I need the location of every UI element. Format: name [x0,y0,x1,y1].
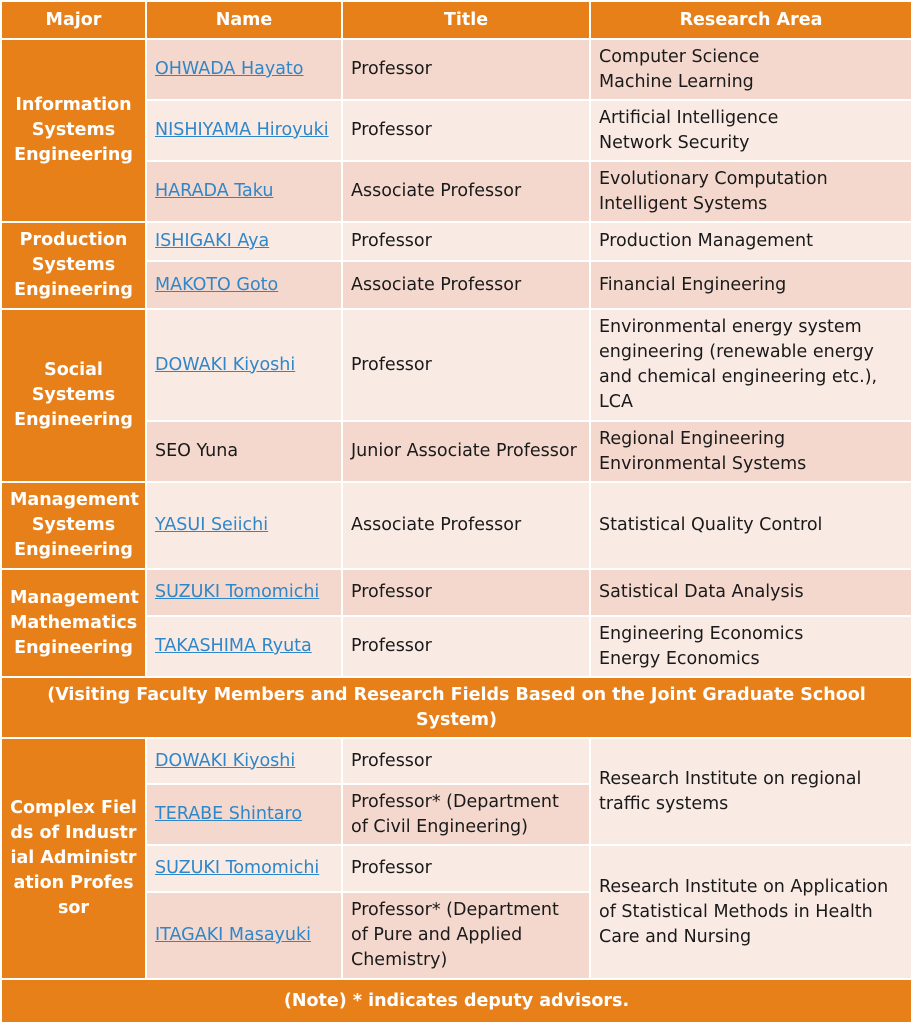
major-cell: Production Systems Engineering [1,222,146,309]
faculty-name-link[interactable]: ITAGAKI Masayuki [155,925,311,945]
visiting-heading-row [1,677,912,738]
research-cell: Environmental energy system engineering (renewable energy and chemical engineering etc.), LCA [590,309,912,421]
title-cell: Professor [342,222,590,261]
faculty-name-link[interactable]: ISHIGAKI Aya [155,231,270,251]
faculty-name-link[interactable]: NISHIYAMA Hiroyuki [155,120,329,140]
name-cell [146,569,342,616]
research-cell: Computer Science Machine Learning [590,39,912,100]
table-row [1,39,912,100]
title-cell: Professor [342,309,590,421]
table-row [1,738,912,784]
name-cell: SEO Yuna [146,421,342,482]
title-cell: Associate Professor [342,261,590,309]
title-cell: Professor [342,616,590,677]
name-cell [146,309,342,421]
faculty-name-link[interactable]: MAKOTO Goto [155,274,279,295]
research-cell: Statistical Quality Control [590,482,912,569]
faculty-name-link[interactable]: TAKASHIMA Ryuta [155,636,312,656]
name-cell [146,222,342,261]
research-cell: Satistical Data Analysis [590,569,912,616]
table-row [1,222,912,261]
faculty-name-link[interactable]: SUZUKI Tomomichi [155,858,320,878]
note: (Note) * indicates deputy advisors. [1,979,912,1023]
research-cell: Artificial Intelligence Network Security [590,100,912,161]
title-cell: Associate Professor [342,161,590,222]
title-cell: Professor* (Department of Pure and Applied Chemistry) [342,892,590,979]
title-cell: Associate Professor [342,482,590,569]
header-row [1,1,912,39]
name-cell [146,39,342,100]
research-cell: Evolutionary Computation Intelligent Systems [590,161,912,222]
faculty-name-link[interactable]: OHWADA Hayato [155,59,304,79]
header-title: Title [342,1,590,39]
note-row [1,979,912,1023]
visiting-heading: (Visiting Faculty Members and Research Fields Based on the Joint Graduate School System) [1,677,912,738]
title-cell: Professor [342,100,590,161]
name-cell [146,100,342,161]
title-cell: Professor [342,845,590,892]
header-research-area: Research Area [590,1,912,39]
name-cell [146,845,342,892]
name-cell [146,892,342,979]
name-cell [146,261,342,309]
table-row [1,309,912,421]
name-cell [146,482,342,569]
name-cell [146,161,342,222]
title-cell: Professor* (Department of Civil Engineering) [342,784,590,845]
faculty-name-link[interactable]: TERABE Shintaro [155,804,303,824]
table-row [1,569,912,616]
header-name: Name [146,1,342,39]
table-row [1,482,912,569]
title-cell: Professor [342,738,590,784]
faculty-name-link[interactable]: SUZUKI Tomomichi [155,582,320,602]
research-cell: Financial Engineering [590,261,912,309]
name-cell [146,738,342,784]
name-cell [146,784,342,845]
research-cell: Production Management [590,222,912,261]
research-cell: Engineering Economics Energy Economics [590,616,912,677]
research-cell: Research Institute on regional traffic systems [590,738,912,845]
major-cell: Management Mathematics Engineering [1,569,146,677]
faculty-name-link[interactable]: DOWAKI Kiyoshi [155,354,296,375]
title-cell: Professor [342,39,590,100]
major-cell: Social Systems Engineering [1,309,146,482]
header-major: Major [1,1,146,39]
faculty-name-link[interactable]: DOWAKI Kiyoshi [155,750,296,771]
title-cell: Professor [342,569,590,616]
title-cell: Junior Associate Professor [342,421,590,482]
research-cell: Research Institute on Application of Statistical Methods in Health Care and Nursing [590,845,912,979]
major-cell: Complex Fields of Industrial Administration Professor [1,738,146,979]
faculty-name-link[interactable]: HARADA Taku [155,181,274,201]
name-cell [146,616,342,677]
major-cell: Information Systems Engineering [1,39,146,222]
faculty-name-link[interactable]: YASUI Seiichi [155,515,269,535]
major-cell: Management Systems Engineering [1,482,146,569]
research-cell: Regional Engineering Environmental Systems [590,421,912,482]
